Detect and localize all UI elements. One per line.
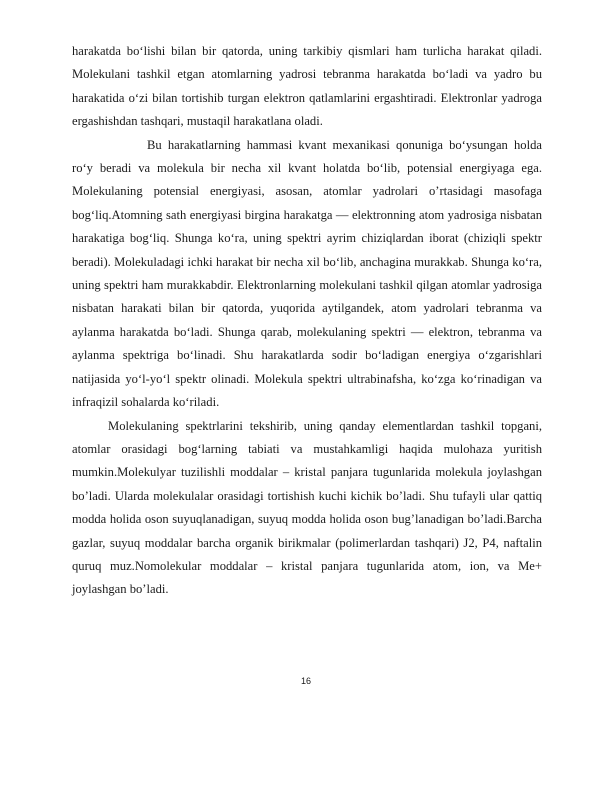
paragraph-2: Bu harakatlarning hammasi kvant mexanikasi qonuniga boʻysungan holda roʻy beradi va molekula bir necha xil kvant holatda boʻlib, potensial energiyaga ega. Molekulaning potensial energiyasi, asosan, atomlar yadrolari o’rtasidagi masofaga bogʻliq.Atomning sath energiyasi birgina harakatga — elektronning atom yadrosiga nisbatan harakatiga bogʻliq. Shunga koʻra, uning spektri ayrim chiziqlardan iborat (chiziqli spektr beradi). Molekuladagi ichki harakat bir necha xil boʻlib, anchagina murakkab. Shunga koʻra, uning spektri ham murakkabdir. Elektronlarning molekulani tashkil qilgan atomlar yadrosiga nisbatan harakati bilan bir qatorda, yuqorida aytilgandek, atom yadrolari tebranma va aylanma harakatda boʻladi. Shunga qarab, molekulaning spektri — elektron, tebranma va aylanma spektriga boʻlinadi. Shu harakatlarda sodir boʻladigan energiya oʻzgarishlari natijasida yoʻl-yoʻl spektr olinadi. Molekula spektri ultrabinafsha, koʻzga koʻrinadigan va infraqizil sohalarda koʻriladi. xyxy=(72,137,542,410)
page-number: 16 xyxy=(300,676,311,686)
paragraph-3: Molekulaning spektrlarini tekshirib, uning qanday elementlardan tashkil topgani, atomlar orasidagi bogʻlarning tabiati va mustahkamligi haqida mulohaza yuritish mumkin.Molekulyar tuzilishli moddalar – kristal panjara tugunlarida molekula joylashgan bo’ladi. Ularda molekulalar orasidagi tortishish kuchi kichik bo’ladi. Shu tufayli ular qattiq modda holida oson suyuqlanadigan, suyuq modda holida oson bug’lanadigan bo’ladi.Barcha gazlar, suyuq moddalar barcha organik birikmalar (polimerlardan tashqari) J2, P4, naftalin quruq muz.Nomolekular moddalar – kristal panjara tugunlarida atom, ion, va Me+ joylashgan bo’ladi. xyxy=(72,418,542,597)
paragraph-1: harakatda boʻlishi bilan bir qatorda, uning tarkibiy qismlari ham turlicha harakat qiladi. Molekulani tashkil etgan atomlarning yadrosi tebranma harakatda boʻladi va yadro bu harakatida oʻzi bilan tortishib turgan elektron qatlamlarini ergashtiradi. Elektronlar yadroga ergashishdan tashqari, mustaqil harakatlana oladi. xyxy=(72,44,542,129)
document-body xyxy=(72,40,542,602)
